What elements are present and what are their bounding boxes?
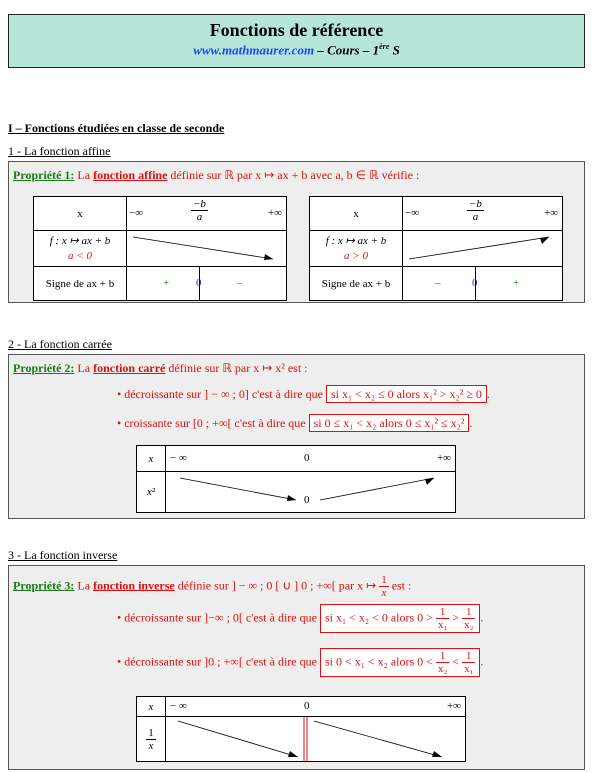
inverse-bullet-1: • décroissante sur ]−∞ ; 0[ c'est à dire que si x₁ < x₂ < 0 alors 0 > $\frac{1}{\text{x₁}}$ > $\frac{1}{\text{x₂}}$ . [117, 606, 484, 631]
carree-property: Propriété 2: La fonction carré définie sur ℝ par x ↦ x² est : [13, 361, 308, 375]
inverse-box [8, 565, 585, 770]
page-subtitle: www.mathmaurer.com – Cours – 1ère S [193, 42, 400, 58]
affine-box [8, 161, 585, 303]
carree-bullet-2: • croissante sur [0 ; +∞[ c'est à dire que si 0 ≤ x₁ < x₂ alors 0 ≤ x₁² ≤ x₂² . [117, 416, 473, 430]
carree-variation-arrows [166, 472, 456, 512]
inverse-property: Propriété 3: La fonction inverse définie sur ] − ∞ ; 0 [ ∪ ] 0 ; +∞[ par x ↦ $\frac{1}{x}$ est : [13, 574, 412, 599]
inverse-variation-arrows [166, 717, 466, 761]
affine-table-right: x −∞ $\frac{-b}{a}$ +∞ f : x ↦ ax + b a > 0 Signe de ax + b – 0 + [309, 196, 563, 301]
affine-property: Propriété 1: La fonction affine définie sur ℝ par x ↦ ax + b avec a, b ∈ ℝ vérifie : [13, 168, 420, 182]
inverse-condition-2: si 0 < x₁ < x₂ alors 0 < $\frac{1}{\text{x₂}}$ < $\frac{1}{\text{x₁}}$ [320, 648, 480, 677]
carree-condition-1: si x₁ < x₂ ≤ 0 alors x₁² > x₂² ≥ 0 [326, 385, 487, 403]
carree-bullet-1: • décroissante sur ] − ∞ ; 0] c'est à dire que si x₁ < x₂ ≤ 0 alors x₁² > x₂² ≥ 0 . [117, 387, 490, 401]
inverse-bullet-2: • décroissante sur ]0 ; +∞[ c'est à dire que si 0 < x₁ < x₂ alors 0 < $\frac{1}{\text{x₂}}$ < $\frac{1}{\text{x₁}}$ . [117, 650, 484, 675]
inverse-condition-1: si x₁ < x₂ < 0 alors 0 > $\frac{1}{\text{x₁}}$ > $\frac{1}{\text{x₂}}$ [320, 604, 480, 633]
carree-subtitle: 2 - La fonction carrée [8, 337, 112, 351]
page-header [8, 14, 585, 68]
website-link[interactable]: www.mathmaurer.com [193, 42, 315, 58]
page-title: Fonctions de référence [209, 20, 384, 40]
decreasing-arrow [127, 231, 287, 267]
carree-box [8, 354, 585, 519]
affine-table-left: x −∞ $\frac{-b}{a}$ +∞ f : x ↦ ax + b a < 0 Signe de ax + b + 0 – [33, 196, 287, 301]
affine-subtitle: 1 - La fonction affine [8, 144, 111, 158]
carree-condition-2: si 0 ≤ x₁ < x₂ alors 0 ≤ x₁² ≤ x₂² [309, 414, 470, 432]
inverse-subtitle: 3 - La fonction inverse [8, 548, 118, 562]
section-title: I – Fonctions étudiées en classe de seconde [8, 121, 225, 135]
increasing-arrow [403, 231, 563, 267]
inverse-table: x − ∞ 0 +∞ $\frac{1}{x}$ [136, 696, 466, 762]
carree-table: x − ∞ 0 +∞ x² 0 [136, 445, 456, 513]
